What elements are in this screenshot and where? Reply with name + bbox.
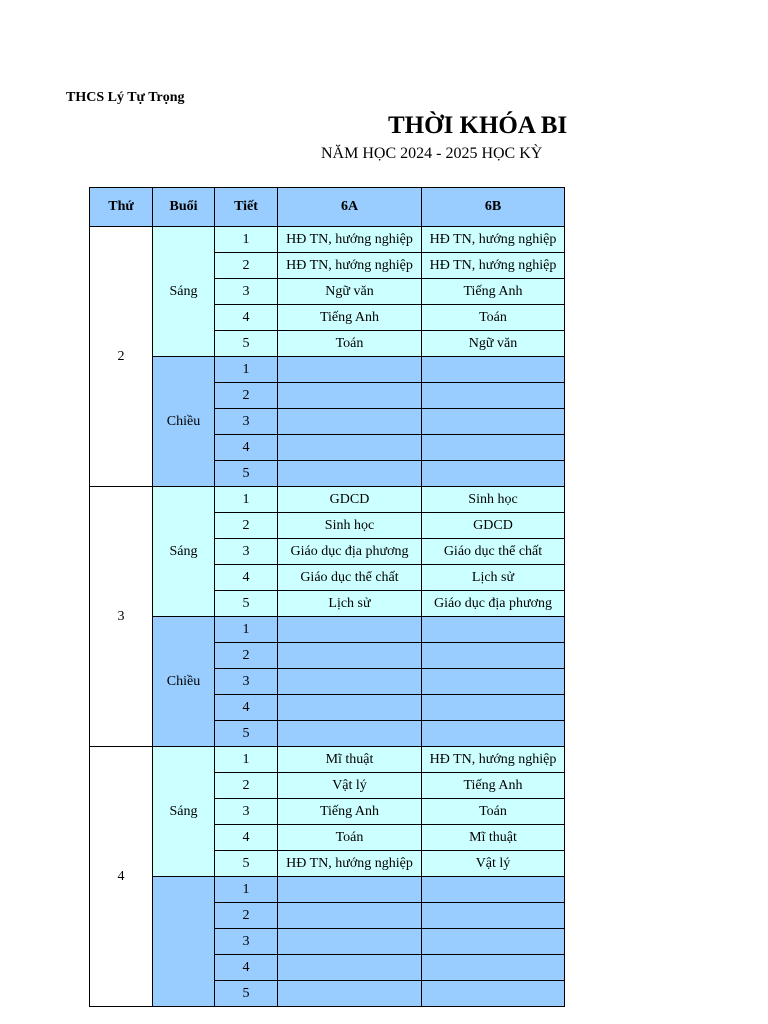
period-number-cell: 3 xyxy=(215,279,278,305)
class-6a-cell xyxy=(278,721,422,747)
period-number-cell: 2 xyxy=(215,643,278,669)
class-6a-cell: HĐ TN, hướng nghiệp xyxy=(278,851,422,877)
class-6b-cell: Giáo dục thể chất xyxy=(422,539,565,565)
period-number-cell: 3 xyxy=(215,669,278,695)
period-number-cell: 5 xyxy=(215,461,278,487)
period-number-cell: 3 xyxy=(215,539,278,565)
table-row xyxy=(90,617,565,643)
class-6a-cell xyxy=(278,929,422,955)
period-number-cell: 2 xyxy=(215,253,278,279)
class-6b-cell: HĐ TN, hướng nghiệp xyxy=(422,747,565,773)
period-number-cell: 3 xyxy=(215,929,278,955)
period-number-cell: 3 xyxy=(215,409,278,435)
class-6b-cell xyxy=(422,981,565,1007)
period-number-cell: 1 xyxy=(215,487,278,513)
table-row xyxy=(90,357,565,383)
class-6a-cell: HĐ TN, hướng nghiệp xyxy=(278,253,422,279)
header-row xyxy=(90,188,565,227)
day-cell: 3 xyxy=(90,487,153,747)
period-number-cell: 2 xyxy=(215,383,278,409)
page-title: THỜI KHÓA BI xyxy=(388,112,568,139)
period-number-cell: 2 xyxy=(215,773,278,799)
class-6b-cell xyxy=(422,357,565,383)
class-6a-cell: Sinh học xyxy=(278,513,422,539)
class-6b-cell xyxy=(422,383,565,409)
class-6b-cell: GDCD xyxy=(422,513,565,539)
period-number-cell: 4 xyxy=(215,955,278,981)
period-number-cell: 1 xyxy=(215,227,278,253)
class-6b-cell xyxy=(422,929,565,955)
class-6a-cell xyxy=(278,357,422,383)
column-header-tiet: Tiết xyxy=(215,188,278,227)
period-number-cell: 3 xyxy=(215,799,278,825)
class-6b-cell: Tiếng Anh xyxy=(422,279,565,305)
class-6b-cell: Toán xyxy=(422,799,565,825)
table-row xyxy=(90,877,565,903)
class-6b-cell: Tiếng Anh xyxy=(422,773,565,799)
class-6a-cell xyxy=(278,955,422,981)
class-6a-cell: Toán xyxy=(278,331,422,357)
class-6a-cell: Ngữ văn xyxy=(278,279,422,305)
class-6b-cell xyxy=(422,669,565,695)
day-cell: 2 xyxy=(90,227,153,487)
class-6b-cell: HĐ TN, hướng nghiệp xyxy=(422,227,565,253)
page-subtitle: NĂM HỌC 2024 - 2025 HỌC KỲ xyxy=(321,145,543,162)
class-6a-cell xyxy=(278,643,422,669)
column-header-buoi: Buổi xyxy=(153,188,215,227)
period-number-cell: 4 xyxy=(215,435,278,461)
class-6b-cell xyxy=(422,903,565,929)
class-6a-cell: Giáo dục thể chất xyxy=(278,565,422,591)
class-6a-cell: GDCD xyxy=(278,487,422,513)
session-cell: Sáng xyxy=(153,747,215,877)
period-number-cell: 5 xyxy=(215,591,278,617)
class-6b-cell: Sinh học xyxy=(422,487,565,513)
column-header-6b: 6B xyxy=(422,188,565,227)
table-row xyxy=(90,487,565,513)
period-number-cell: 4 xyxy=(215,565,278,591)
period-number-cell: 5 xyxy=(215,721,278,747)
timetable xyxy=(89,187,565,1007)
day-cell: 4 xyxy=(90,747,153,1007)
session-cell: Sáng xyxy=(153,227,215,357)
class-6b-cell xyxy=(422,955,565,981)
column-header-6a: 6A xyxy=(278,188,422,227)
period-number-cell: 1 xyxy=(215,877,278,903)
class-6a-cell xyxy=(278,383,422,409)
class-6a-cell: HĐ TN, hướng nghiệp xyxy=(278,227,422,253)
period-number-cell: 4 xyxy=(215,825,278,851)
school-name: THCS Lý Tự Trọng xyxy=(66,90,185,105)
session-cell xyxy=(153,877,215,1007)
session-cell: Chiều xyxy=(153,617,215,747)
class-6a-cell: Tiếng Anh xyxy=(278,799,422,825)
class-6a-cell xyxy=(278,409,422,435)
period-number-cell: 5 xyxy=(215,981,278,1007)
class-6b-cell: HĐ TN, hướng nghiệp xyxy=(422,253,565,279)
class-6a-cell xyxy=(278,877,422,903)
period-number-cell: 2 xyxy=(215,513,278,539)
class-6a-cell xyxy=(278,461,422,487)
class-6a-cell: Toán xyxy=(278,825,422,851)
period-number-cell: 1 xyxy=(215,747,278,773)
period-number-cell: 5 xyxy=(215,851,278,877)
class-6b-cell xyxy=(422,877,565,903)
timetable-body xyxy=(90,227,565,1007)
class-6a-cell: Lịch sử xyxy=(278,591,422,617)
class-6b-cell: Mĩ thuật xyxy=(422,825,565,851)
class-6b-cell xyxy=(422,435,565,461)
period-number-cell: 2 xyxy=(215,903,278,929)
period-number-cell: 5 xyxy=(215,331,278,357)
timetable-container xyxy=(89,187,568,1001)
table-row xyxy=(90,747,565,773)
class-6b-cell xyxy=(422,695,565,721)
class-6a-cell xyxy=(278,435,422,461)
period-number-cell: 1 xyxy=(215,617,278,643)
class-6a-cell: Giáo dục địa phương xyxy=(278,539,422,565)
class-6a-cell xyxy=(278,669,422,695)
column-header-thu: Thứ xyxy=(90,188,153,227)
class-6b-cell xyxy=(422,617,565,643)
class-6a-cell xyxy=(278,617,422,643)
class-6b-cell: Giáo dục địa phương xyxy=(422,591,565,617)
class-6a-cell xyxy=(278,903,422,929)
class-6a-cell xyxy=(278,981,422,1007)
session-cell: Sáng xyxy=(153,487,215,617)
class-6b-cell: Vật lý xyxy=(422,851,565,877)
class-6a-cell: Mĩ thuật xyxy=(278,747,422,773)
class-6a-cell: Vật lý xyxy=(278,773,422,799)
period-number-cell: 4 xyxy=(215,695,278,721)
table-row xyxy=(90,227,565,253)
class-6b-cell: Toán xyxy=(422,305,565,331)
class-6b-cell xyxy=(422,409,565,435)
class-6b-cell: Lịch sử xyxy=(422,565,565,591)
period-number-cell: 1 xyxy=(215,357,278,383)
class-6a-cell: Tiếng Anh xyxy=(278,305,422,331)
class-6b-cell: Ngữ văn xyxy=(422,331,565,357)
session-cell: Chiều xyxy=(153,357,215,487)
class-6b-cell xyxy=(422,461,565,487)
class-6b-cell xyxy=(422,643,565,669)
class-6a-cell xyxy=(278,695,422,721)
period-number-cell: 4 xyxy=(215,305,278,331)
class-6b-cell xyxy=(422,721,565,747)
